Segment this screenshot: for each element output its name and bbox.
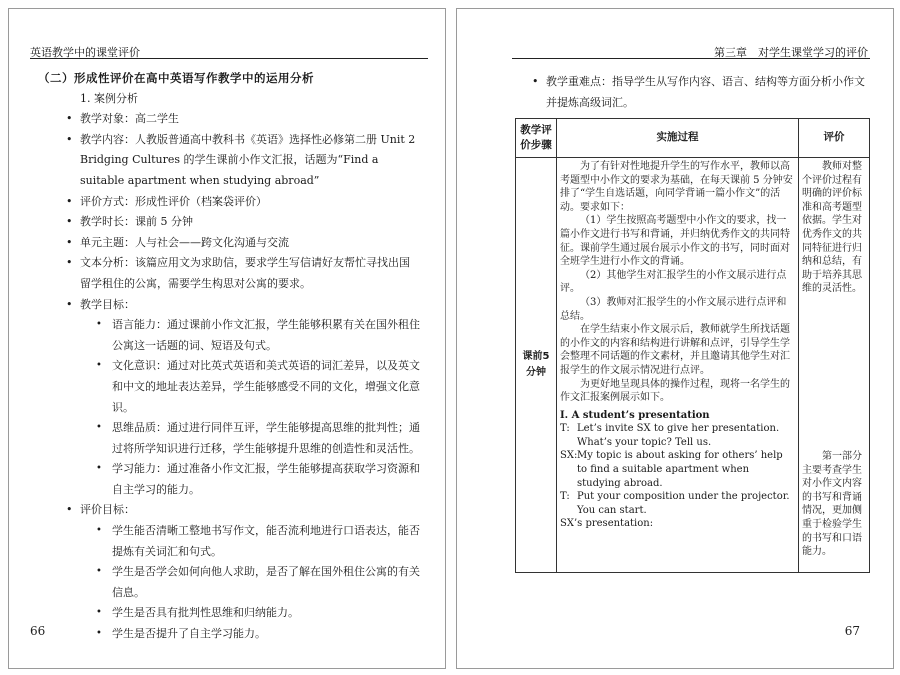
process-paragraph: 为更好地呈现具体的操作过程，现将一名学生的作文汇报案例展示如下。 — [560, 378, 790, 404]
evaluation-table — [515, 118, 870, 573]
dialogue-line — [560, 422, 795, 449]
list-item: • 教学内容：人教版普通高中教科书《英语》选择性必修第二册 Unit 2 Bridging Cultures 的学生课前小作文汇报，话题为“Find a suitable apartment when studying abroad” — [50, 130, 420, 192]
case-info-list — [50, 109, 420, 644]
dialogue-line — [560, 449, 795, 490]
evaluation-cell — [799, 158, 870, 573]
evaluation-text: 教师对整个评价过程有明确的评价标准和高考题型依据。学生对优秀作文的共同特征进行归纳和总结，有助于培养其思维的灵活性。 — [802, 161, 862, 295]
presentation-title: I. A student’s presentation — [560, 409, 710, 421]
speaker: SX: — [560, 450, 578, 462]
list-item: • 文化意识：通过对比英式英语和美式英语的词汇差异，以及英文和中文的地址表达差异，学生能够感受不同的文化，增强文化意识。 — [50, 356, 420, 418]
teaching-focus — [530, 72, 870, 113]
focus-text: • 教学重难点：指导学生从写作内容、语言、结构等方面分析小作文并提炼高级词汇。 — [530, 72, 870, 113]
eval-goals-item — [50, 500, 420, 644]
header-process: 实施过程 — [557, 119, 799, 158]
left-page-number: 66 — [30, 624, 46, 638]
section-title: （二）形成性评价在高中英语写作教学中的运用分析 — [38, 71, 314, 85]
utterance: Let’s invite SX to give her presentation. What’s your topic? Tell us. — [577, 423, 780, 448]
process-paragraph: （1）学生按照高考题型中小作文的要求，找一篇小作文进行书写和背诵，并归纳优秀作文的共同特征。课前学生通过展台展示小作文的书写，同时面对全班学生进行小作文的背诵。 — [560, 215, 790, 268]
eval-goals-label: 评价目标： — [80, 503, 135, 517]
utterance: Put your composition under the projector. You can start. — [577, 491, 790, 516]
list-item: • 学生是否提升了自主学习能力。 — [50, 624, 420, 645]
presentation-label: SX’s presentation: — [560, 518, 654, 530]
list-item: • 评价方式：形成性评价（档案袋评价） — [50, 192, 420, 213]
list-item: • 单元主题：人与社会——跨文化沟通与交流 — [50, 233, 420, 254]
goals-list — [50, 315, 420, 500]
goals-label: 教学目标： — [80, 297, 135, 311]
header-step: 教学评价步骤 — [516, 119, 557, 158]
process-paragraph: 在学生结束小作文展示后，教师就学生所找话题的小作文的内容和结构进行讲解和点评，引导学生学会整理不同话题的作文素材，并且邀请其他学生对汇报学生的作文展示情况进行点评。 — [560, 324, 790, 376]
right-page-number: 67 — [844, 624, 860, 638]
evaluation-text: 第一部分主要考查学生对小作文内容的书写和背诵情况，更加侧重于检验学生的书写和口语能力。 — [802, 451, 862, 558]
utterance: My topic is about asking for others’ help to find a suitable apartment when studying abroad. — [577, 450, 783, 489]
list-item: • 学生能否清晰工整地书写作文，能否流利地进行口语表达，能否提炼有关词汇和句式。 — [50, 521, 420, 562]
table-header-row — [516, 119, 870, 158]
process-paragraph: （2）其他学生对汇报学生的小作文展示进行点评。 — [560, 269, 787, 295]
list-item: • 学习能力：通过准备小作文汇报，学生能够提高获取学习资源和自主学习的能力。 — [50, 459, 420, 500]
right-header-rule — [512, 58, 870, 59]
process-paragraph: 为了有针对性地提升学生的写作水平，教师以高考题型中小作文的要求为基础，在每天课前 5 分钟安排了“学生自选话题，向同学背诵一篇小作文”的活动。要求如下： — [560, 161, 793, 213]
eval-goals-list — [50, 521, 420, 645]
process-cell — [557, 158, 799, 573]
list-item: • 教学时长：课前 5 分钟 — [50, 212, 420, 233]
subsection-heading: 1. 案例分析 — [80, 91, 138, 105]
step-cell: 课前5 分钟 — [516, 158, 557, 573]
left-running-head: 英语教学中的课堂评价 — [30, 46, 140, 59]
teaching-goals-item — [50, 295, 420, 501]
right-running-head: 第三章 对学生课堂学习的评价 — [714, 46, 868, 59]
header-evaluation: 评价 — [799, 119, 870, 158]
list-item: • 学生是否具有批判性思维和归纳能力。 — [50, 603, 420, 624]
list-item: • 学生是否学会如何向他人求助，是否了解在国外租住公寓的有关信息。 — [50, 562, 420, 603]
dialogue-line — [560, 490, 795, 517]
process-paragraph: （3）教师对汇报学生的小作文展示进行点评和总结。 — [560, 296, 787, 322]
speaker: T: — [560, 491, 570, 503]
speaker: T: — [560, 423, 570, 435]
list-item: • 语言能力：通过课前小作文汇报，学生能够积累有关在国外租住公寓这一话题的词、短语及句式。 — [50, 315, 420, 356]
left-header-rule — [30, 58, 428, 59]
table-row — [516, 158, 870, 573]
list-item: • 文本分析：该篇应用文为求助信，要求学生写信请好友帮忙寻找出国留学租住的公寓，需要学生构思对公寓的要求。 — [50, 253, 420, 294]
list-item: • 教学对象：高二学生 — [50, 109, 420, 130]
list-item: • 思维品质：通过进行同伴互评，学生能够提高思维的批判性；通过将所学知识进行迁移，学生能够提升思维的创造性和灵活性。 — [50, 418, 420, 459]
